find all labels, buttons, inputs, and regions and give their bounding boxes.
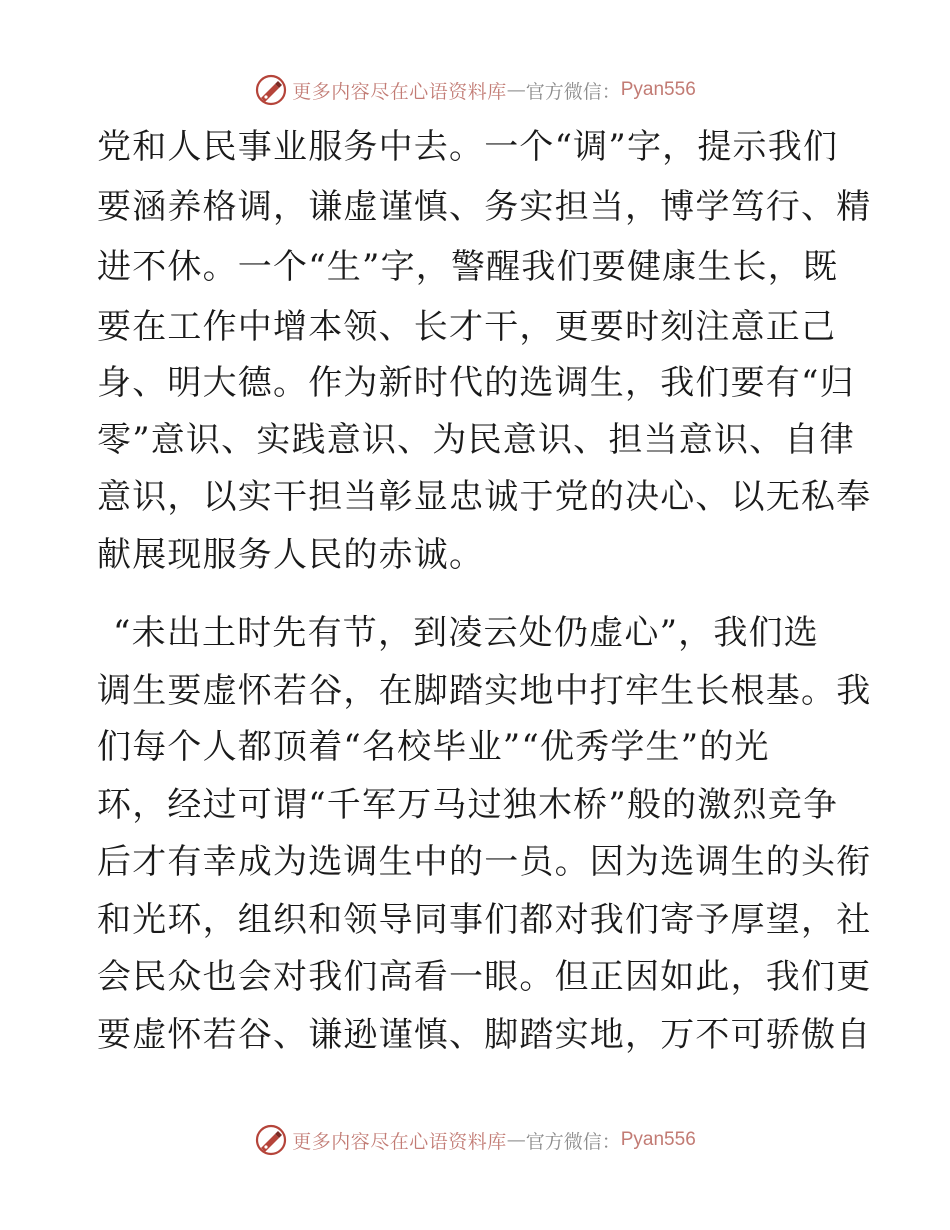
text-line: 身、明大德。作为新时代的选调生，我们要有“归 [97,363,855,403]
text-line: 环，经过可谓“千军万马过独木桥”般的激烈竞争 [97,785,839,825]
text-line: 意识，以实干担当彰显忠诚于党的决心、以无私奉 [97,477,872,517]
text-line: 后才有幸成为选调生中的一员。因为选调生的头衔 [97,842,872,882]
text-line: 要在工作中增本领、长才干，更要时刻注意正己 [97,307,837,347]
text-line: 零”意识、实践意识、为民意识、担当意识、自律 [97,420,855,460]
text-line: 调生要虚怀若谷，在脚踏实地中打牢生长根基。我 [97,671,872,711]
text-line: 进不休。一个“生”字，警醒我们要健康生长，既 [97,247,839,287]
banner-main-text: 更多内容尽在心语资料库 [292,80,507,103]
banner-wechat-label: 官方微信： [525,1130,621,1153]
text-line: 们每个人都顶着“名校毕业”“优秀学生”的光 [97,727,770,767]
banner-wechat-label: 官方微信： [525,80,621,103]
banner-main-text: 更多内容尽在心语资料库 [292,1130,507,1153]
banner-separator: — [506,79,526,101]
text-line: 会民众也会对我们高看一眼。但正因如此，我们更 [97,957,872,997]
text-line: “未出土时先有节，到凌云处仍虚心”，我们选 [113,613,819,653]
text-line: 和光环，组织和领导同事们都对我们寄予厚望，社 [97,900,872,940]
banner-separator: — [506,1129,526,1151]
pen-logo-icon [254,1123,288,1157]
text-line: 党和人民事业服务中去。一个“调”字，提示我们 [97,127,839,167]
header-banner [0,70,950,110]
banner-wechat-id: Pyan556 [620,1129,696,1150]
text-line: 要涵养格调，谦虚谨慎、务实担当，博学笃行、精 [97,187,872,227]
pen-logo-icon [254,73,288,107]
text-line: 要虚怀若谷、谦逊谨慎、脚踏实地，万不可骄傲自 [97,1015,872,1055]
banner-wechat-id: Pyan556 [620,79,696,100]
footer-banner [0,1120,950,1160]
text-line: 献展现服务人民的赤诚。 [97,535,485,575]
